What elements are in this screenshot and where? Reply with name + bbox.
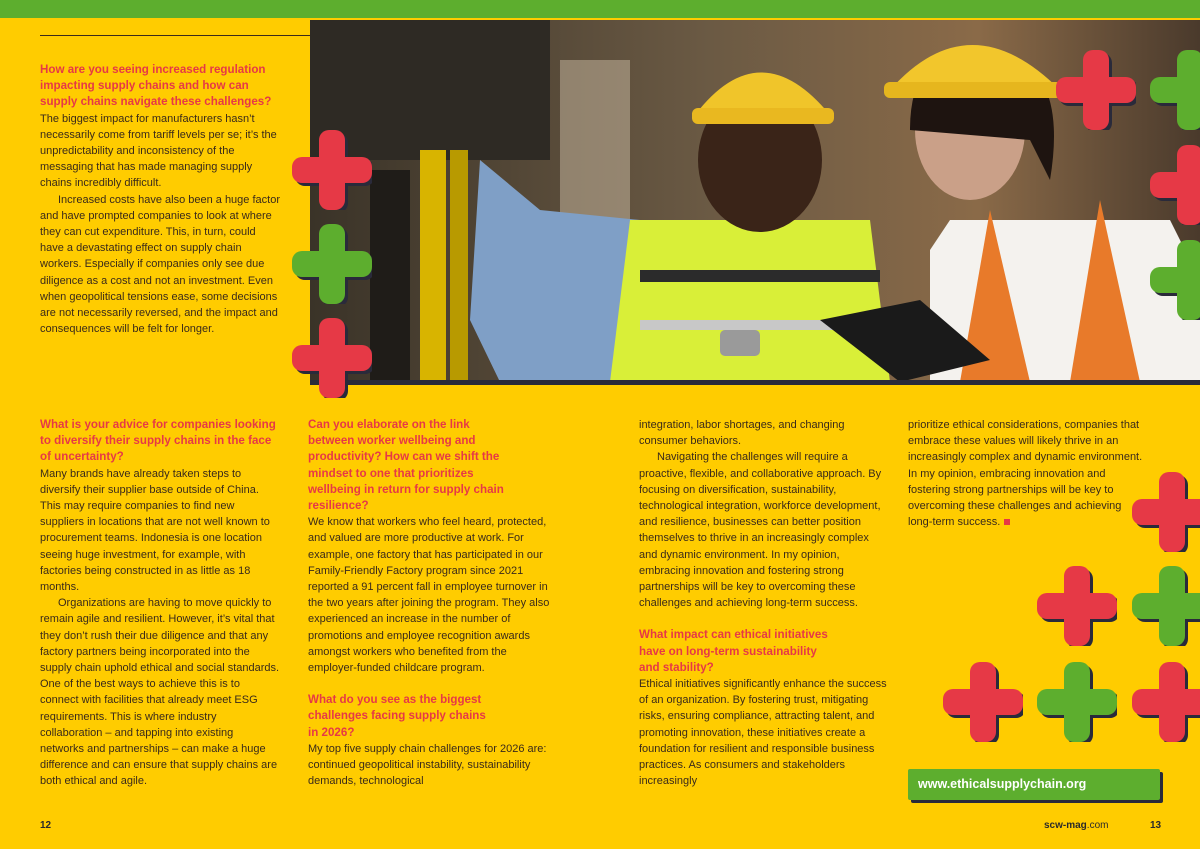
plus-cross-icon xyxy=(292,224,372,304)
website-link-box[interactable] xyxy=(908,769,1160,800)
paragraph: Increased costs have also been a huge factor and have prompted companies to look at where they can cut expenditure. This, in turn, could have a devastating effect on supply chain workers. Especially if companies only see due diligence as a cost and not an investment. Even when geopolitical tensions ease, some decisions are not necessarily reversed, and the impact and consequences will be felt for longer. xyxy=(40,193,280,336)
page-number-left: 12 xyxy=(40,820,52,831)
plus-cross-icon xyxy=(1132,472,1200,552)
plus-cross-icon xyxy=(1056,50,1136,130)
paragraph: Ethical initiatives significantly enhance the success of an organization. By fostering trust, mitigating risks, ensuring compliance, attracting talent, and promoting innovation, these initiatives create a foundation for resilient and responsible business practices. As consumers and stakeholders increasingly xyxy=(639,678,887,788)
plus-cross-icon xyxy=(1132,662,1200,742)
question-heading: What do you see as the biggest challenges facing supply chains in 2026? xyxy=(308,693,486,739)
paragraph: The biggest impact for manufacturers hasn’t necessarily come from tariff levels per se; it’s the unpredictability and inconsistency of the messaging that has made managing supply chains incredibly difficult. xyxy=(40,112,277,190)
plus-cross-icon xyxy=(1150,50,1200,130)
question-heading: What is your advice for companies looking to diversify their supply chains in the face of uncertainty? xyxy=(40,418,276,464)
plus-cross-icon xyxy=(1150,240,1200,320)
question-heading: What impact can ethical initiatives have on long-term sustainability and stability? xyxy=(639,628,828,674)
column-4 xyxy=(908,417,1148,530)
column-1-lower xyxy=(40,417,280,790)
column-3 xyxy=(639,417,889,789)
plus-cross-icon xyxy=(292,130,372,210)
column-2 xyxy=(308,417,558,789)
question-heading: Can you elaborate on the link between worker wellbeing and productivity? How can we shift the mindset to one that prioritizes wellbeing in return for supply chain resilience? xyxy=(308,418,504,513)
paragraph: prioritize ethical considerations, companies that embrace these values will likely thrive in an increasingly complex and dynamic environment. In my opinion, embracing innovation and fostering strong partnerships will be key to overcoming these challenges and achieving long-term success. xyxy=(908,419,1143,529)
paragraph: My top five supply chain challenges for 2026 are: continued geopolitical instability, sustainability demands, technological xyxy=(308,742,547,788)
paragraph: Navigating the challenges will require a proactive, flexible, and collaborative approach. By focusing on diversification, sustainability, technological integration, workforce development, and resilience, businesses can better position themselves to thrive in an increasingly complex and dynamic environment. In my opinion, embracing innovation and fostering strong partnerships will be key to overcoming these challenges and achieving long-term success. xyxy=(639,451,882,610)
plus-cross-icon xyxy=(1037,662,1117,742)
end-mark-icon xyxy=(1004,519,1010,525)
paragraph: One of the best ways to achieve this is to connect with facilities that already meet ESG requirements. This is where industry collaboration – and tapping into existing networks and partnerships – can make a huge difference and can ensure that supply chains are both ethical and agile. xyxy=(40,678,278,788)
page-number-right: 13 xyxy=(1150,820,1162,831)
top-color-bar xyxy=(0,0,1200,18)
website-link[interactable]: www.ethicalsupplychain.org xyxy=(918,777,1087,791)
paragraph: integration, labor shortages, and changing consumer behaviors. xyxy=(639,419,845,448)
question-heading: How are you seeing increased regulation impacting supply chains and how can supply chains navigate these challenges? xyxy=(40,63,272,109)
photo-shadow xyxy=(310,380,1200,385)
plus-cross-icon xyxy=(1037,566,1117,646)
magazine-name: scw-mag.com xyxy=(1044,820,1109,831)
column-1 xyxy=(40,62,280,337)
plus-cross-icon xyxy=(292,318,372,398)
paragraph: Organizations are having to move quickly to remain agile and resilient. However, it’s vital that they don’t rush their due diligence and that any factory partners being incorporated into the supply chain uphold ethical and social standards. xyxy=(40,597,280,675)
plus-cross-icon xyxy=(943,662,1023,742)
paragraph: Many brands have already taken steps to diversify their supplier base outside of China. This may require companies to find new suppliers in locations that are not well known to procurement teams. Indonesia is one location seeing huge investment, for example, with factories being constructed in as little as 18 months. xyxy=(40,467,270,594)
paragraph: We know that workers who feel heard, protected, and valued are more productive at work. For example, one factory that has participated in our Family-Friendly Factory program since 2021 reported a 91 percent fall in employee turnover in the two years after joining the program. They also experienced an increase in the number of promotions and employee recognition awards amongst workers who benefited from the employer-funded childcare program. xyxy=(308,516,550,675)
plus-cross-icon xyxy=(1132,566,1200,646)
plus-cross-icon xyxy=(1150,145,1200,225)
